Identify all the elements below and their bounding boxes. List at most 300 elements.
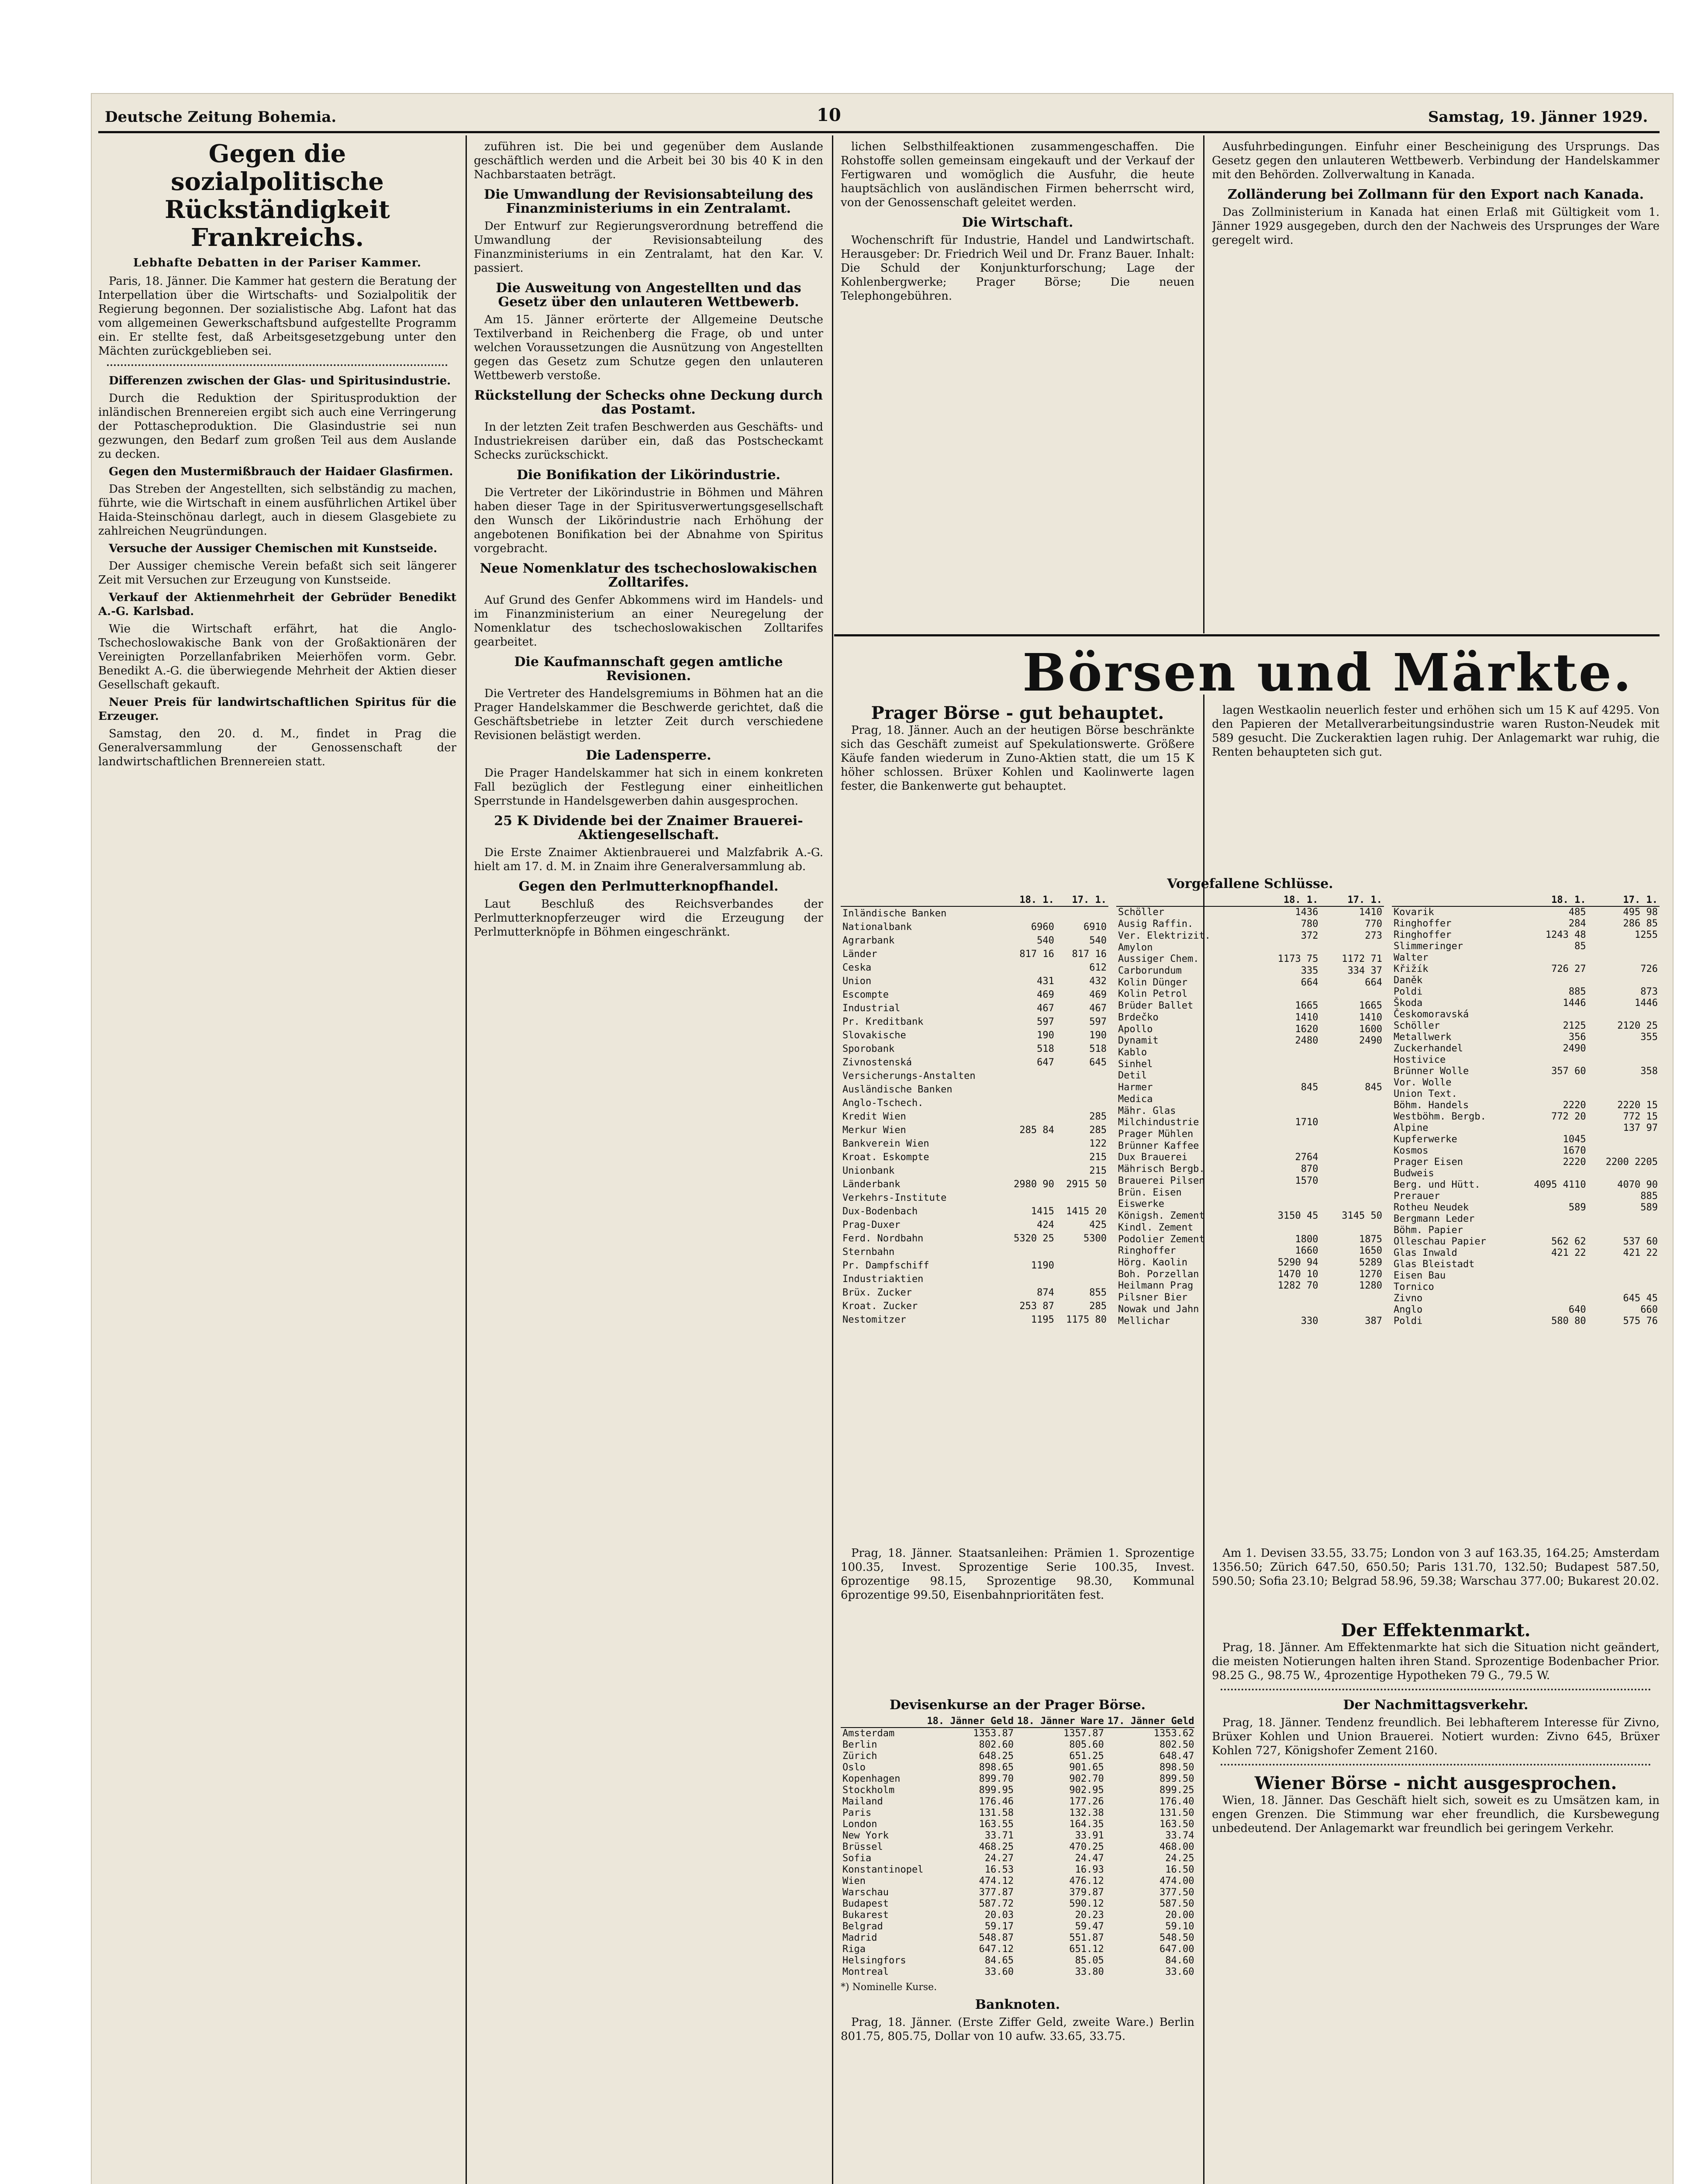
row-value <box>1320 1187 1384 1199</box>
row-label: Schöller <box>1118 907 1164 918</box>
table-row <box>841 988 1108 1002</box>
row-value <box>1588 952 1660 964</box>
section-body: lichen Selbsthilfeaktionen zusammengeschaffen. Die Rohstoffe sollen gemeinsam eingekauft und der Verkauf der Fertigwaren und womöglich die Ausfuhr, die heute hauptsächlich von ausländischen Firmen beherrscht wird, von der Genossenschaft geleitet werden. <box>841 140 1194 209</box>
row-value: 421 22 <box>1623 1248 1658 1258</box>
table-row <box>1116 1058 1384 1070</box>
row-value: 902.70 <box>1069 1773 1104 1784</box>
row-label: Dynamit <box>1118 1035 1159 1047</box>
table-row <box>1392 1225 1660 1236</box>
row-value: 474.00 <box>1159 1876 1194 1887</box>
row-label: New York <box>842 1830 889 1841</box>
row-value: 285 84 <box>1019 1124 1054 1136</box>
row-value: 562 62 <box>1551 1236 1586 1247</box>
row-label: Paris <box>842 1807 872 1818</box>
row-value: 1446 <box>1635 998 1658 1009</box>
table-row <box>1392 1236 1660 1248</box>
row-label: Dux-Bodenbach <box>842 1206 918 1217</box>
row-value: 648.47 <box>1159 1751 1194 1762</box>
row-label: Kupferwerke <box>1394 1134 1457 1145</box>
row-value: 1650 <box>1359 1245 1382 1257</box>
row-label: Mähr. Glas <box>1118 1105 1176 1116</box>
row-value <box>1588 1225 1660 1236</box>
table-row <box>1116 1315 1384 1327</box>
row-value: 355 <box>1640 1032 1658 1043</box>
row-label: Verkehrs-Institute <box>842 1192 947 1204</box>
row-value: 640 <box>1568 1304 1586 1315</box>
row-label: Milchindustrie <box>1118 1117 1199 1128</box>
table-header-cell: 17. 1. <box>1056 895 1108 906</box>
row-value: 176.46 <box>979 1796 1014 1807</box>
issue-date: Samstag, 19. Jänner 1929. <box>1428 108 1648 126</box>
row-value: 645 45 <box>1623 1293 1658 1304</box>
row-label: Alpine <box>1394 1123 1429 1133</box>
row-label: Königsh. Zement <box>1118 1210 1205 1222</box>
row-label: Tornico <box>1394 1282 1434 1292</box>
row-value: 1175 80 <box>1066 1314 1107 1326</box>
row-value: 1570 <box>1295 1175 1318 1186</box>
table-row <box>1116 1140 1384 1152</box>
table-row <box>1116 930 1384 942</box>
table-header-cell: 18. 1. <box>1004 895 1056 906</box>
header-rule <box>98 131 1660 133</box>
row-value: 20.23 <box>1075 1910 1104 1921</box>
row-label: Ver. Elektrizit. <box>1118 930 1211 941</box>
row-value: 122 <box>1089 1138 1107 1149</box>
row-label: Ausländische Banken <box>842 1084 952 1095</box>
row-value: 215 <box>1089 1165 1107 1176</box>
section-title: Versuche der Aussiger Chemischen mit Kunstseide. <box>109 542 438 555</box>
row-value: 4070 90 <box>1617 1179 1658 1190</box>
table-row <box>1392 1248 1660 1259</box>
row-label: Nationalbank <box>842 921 912 933</box>
row-value <box>1516 1282 1587 1293</box>
row-value: 2220 <box>1563 1100 1586 1111</box>
table-row <box>841 1819 1194 1830</box>
trades-section <box>841 874 1660 1538</box>
row-value <box>1516 975 1587 986</box>
row-label: Unionbank <box>842 1165 895 1176</box>
row-label: Zuckerhandel <box>1394 1043 1463 1054</box>
row-value <box>1256 1187 1320 1199</box>
row-label: Brüssel <box>842 1842 883 1852</box>
row-value: 177.26 <box>1069 1796 1104 1807</box>
row-value: 2125 <box>1563 1020 1586 1031</box>
section-title: Die Bonifikation der Likörindustrie. <box>517 467 780 483</box>
row-value: 1282 70 <box>1277 1280 1318 1292</box>
row-value: 24.27 <box>984 1853 1014 1864</box>
row-value: 84.65 <box>984 1955 1014 1966</box>
row-label: Apollo <box>1118 1023 1153 1035</box>
trades-table <box>1116 895 1384 1327</box>
row-value: 85.05 <box>1075 1955 1104 1966</box>
row-label: Budapest <box>842 1898 889 1909</box>
row-value: 873 <box>1640 986 1658 997</box>
section-body: In der letzten Zeit trafen Beschwerden aus Geschäfts- und Industriekreisen darüber ein, daß das Postscheckamt Schecks zurückschickt. <box>474 421 823 462</box>
row-value <box>1256 1140 1320 1152</box>
table-row <box>1392 1100 1660 1111</box>
row-value <box>1588 1043 1660 1054</box>
row-value <box>1516 1054 1587 1066</box>
article-subhead: Lebhafte Debatten in der Pariser Kammer. <box>133 256 422 270</box>
table-row <box>1392 1020 1660 1032</box>
trades-table <box>841 895 1108 1327</box>
table-row <box>841 1864 1194 1876</box>
table-row <box>1392 1032 1660 1043</box>
row-label: Sternbahn <box>842 1247 895 1258</box>
row-value <box>1516 1077 1587 1089</box>
fx-section <box>841 1695 1194 2184</box>
table-row <box>841 975 1108 988</box>
row-value <box>1516 1259 1587 1270</box>
table-row <box>841 1773 1194 1785</box>
table-row <box>1392 1066 1660 1077</box>
row-label: Mellichar <box>1118 1315 1170 1327</box>
row-value <box>1588 1077 1660 1089</box>
row-label: Westböhm. Bergb. <box>1394 1111 1486 1122</box>
row-value <box>1320 1222 1384 1234</box>
row-value: 2220 15 <box>1617 1100 1658 1111</box>
row-label: Kolin Dünger <box>1118 977 1187 988</box>
prague-exchange <box>841 703 1194 869</box>
row-value: 772 20 <box>1551 1111 1586 1122</box>
section-title: Die Umwandlung der Revisionsabteilung des Finanzministeriums in ein Zentralamt. <box>484 187 813 216</box>
table-row <box>1116 1094 1384 1106</box>
row-value: 1470 10 <box>1277 1268 1318 1280</box>
section-body: Der Aussiger chemische Verein befaßt sich seit längerer Zeit mit Versuchen zur Erzeugung von Kunstseide. <box>98 560 456 587</box>
row-label: Böhm. Handels <box>1394 1100 1469 1111</box>
footnote: *) Nominelle Kurse. <box>841 1982 937 1993</box>
row-value: 2490 <box>1359 1035 1382 1047</box>
row-label: Brdečko <box>1118 1012 1159 1023</box>
table-row <box>1116 1292 1384 1304</box>
row-value: 2220 <box>1563 1157 1586 1168</box>
row-label: Glas Inwald <box>1394 1248 1457 1258</box>
row-label: Brüx. Zucker <box>842 1287 912 1299</box>
row-value <box>1056 906 1108 920</box>
row-label: Walter <box>1394 952 1429 963</box>
column-rule <box>466 135 467 2184</box>
row-label: Hostivice <box>1394 1054 1446 1065</box>
row-value <box>1056 1246 1108 1259</box>
row-value <box>1516 1191 1587 1202</box>
row-value: 33.71 <box>984 1830 1014 1841</box>
row-label: Vor. Wolle <box>1394 1077 1452 1088</box>
row-label: Prerauer <box>1394 1191 1440 1202</box>
row-value: 421 22 <box>1551 1248 1586 1258</box>
row-value: 1600 <box>1359 1023 1382 1035</box>
table-row <box>1116 906 1384 919</box>
row-value <box>1320 1303 1384 1315</box>
section-title: 25 K Dividende bei der Znaimer Brauerei-Aktiengesellschaft. <box>494 813 803 843</box>
row-value: 468.25 <box>979 1842 1014 1852</box>
table-row <box>841 1910 1194 1921</box>
section-title: Zolländerung bei Zollmann für den Export nach Kanada. <box>1227 187 1644 202</box>
column-4-markets <box>1212 1621 1660 2184</box>
section-body: Am 15. Jänner erörterte der Allgemeine Deutsche Textilverband in Reichenberg die Frage, ob und unter welchen Voraussetzungen die Ausnützung von Angestellten gegen das Gesetz zum Schutze gegen den unlauteren Wettbewerb verstoße. <box>474 313 823 382</box>
row-label: Sporobank <box>842 1043 895 1054</box>
row-value: 1255 <box>1635 930 1658 940</box>
row-value: 1800 <box>1295 1234 1318 1245</box>
row-label: Sinhel <box>1118 1058 1153 1070</box>
row-value <box>1004 1246 1056 1259</box>
row-value <box>1004 1096 1056 1110</box>
row-value: 215 <box>1089 1151 1107 1163</box>
table-row <box>1392 998 1660 1009</box>
separator <box>107 364 448 368</box>
row-value: 467 <box>1089 1002 1107 1014</box>
table-row <box>1116 1047 1384 1059</box>
row-label: Ceska <box>842 962 872 973</box>
row-value: 647.12 <box>979 1944 1014 1955</box>
row-value: 845 <box>1365 1082 1382 1093</box>
row-label: Escompte <box>842 989 889 1000</box>
fx-summary <box>1212 1546 1660 1616</box>
row-label: Oslo <box>842 1762 866 1773</box>
table-row <box>1116 1199 1384 1210</box>
row-value: 589 <box>1640 1202 1658 1213</box>
row-value: 470.25 <box>1069 1842 1104 1852</box>
table-row <box>1392 1145 1660 1157</box>
row-value <box>1588 1089 1660 1100</box>
table-row <box>1116 1129 1384 1140</box>
table-row <box>1392 1111 1660 1123</box>
row-value <box>1588 1259 1660 1270</box>
table-header-cell: 18. 1. <box>1256 895 1320 906</box>
row-value: 597 <box>1089 1016 1107 1027</box>
row-value: 817 16 <box>1019 948 1054 960</box>
table-row <box>1392 1202 1660 1213</box>
section-body: Wochenschrift für Industrie, Handel und Landwirtschaft. Herausgeber: Dr. Friedrich Weil und Dr. Franz Bauer. Inhalt: Die Schuld der Konjunkturforschung; Lage der Kohlenbergwerke; Prager Börse; Die neuen Telephongebühren. <box>841 234 1194 303</box>
row-value <box>1320 1175 1384 1187</box>
row-label: Amsterdam <box>842 1728 895 1739</box>
table-row <box>1392 1077 1660 1089</box>
section-title: Differenzen zwischen der Glas- und Spiritusindustrie. <box>109 374 451 387</box>
row-value: 902.95 <box>1069 1785 1104 1796</box>
row-label: Pr. Kreditbank <box>842 1016 924 1027</box>
table-row <box>1392 1191 1660 1202</box>
section-title: Banknoten. <box>975 1997 1060 2012</box>
table-row <box>1392 918 1660 930</box>
row-value <box>1588 1134 1660 1145</box>
row-label: Bergmann Leder <box>1394 1213 1475 1224</box>
table-row <box>1116 965 1384 977</box>
row-value <box>1320 1164 1384 1175</box>
section-title: Prager Börse - gut behauptet. <box>871 703 1164 723</box>
table-row <box>841 1273 1108 1286</box>
row-label: Anglo <box>1394 1304 1423 1315</box>
row-value: 33.80 <box>1075 1966 1104 1977</box>
row-label: Škoda <box>1394 998 1423 1009</box>
row-value: 284 <box>1568 918 1586 929</box>
row-value: 85 <box>1574 941 1586 952</box>
row-value: 379.87 <box>1069 1887 1104 1898</box>
table-row <box>841 1002 1108 1015</box>
row-label: Mährisch Bergb. <box>1118 1164 1205 1175</box>
row-label: Kablo <box>1118 1047 1147 1058</box>
row-value: 33.60 <box>1165 1966 1194 1977</box>
section-body: Prag, 18. Jänner. Am Effektenmarkte hat sich die Situation nicht geändert, die meisten Notierungen halten ihren Stand. Sprozentige Bodenbacher Prior. 98.25 G., 98.75 W., 4prozentige Hypotheken 79 G., 79.5 W. <box>1212 1641 1660 1682</box>
row-value: 5300 <box>1084 1233 1107 1244</box>
row-label: Glas Bleistadt <box>1394 1259 1475 1270</box>
row-value: 59.10 <box>1165 1921 1194 1932</box>
row-value: 335 <box>1301 965 1318 976</box>
row-label: Belgrad <box>842 1921 883 1932</box>
table-row <box>1116 1105 1384 1117</box>
row-value: 540 <box>1089 935 1107 946</box>
table-row <box>841 934 1108 947</box>
table-row <box>1116 1070 1384 1082</box>
row-label: Prag-Duxer <box>842 1220 901 1231</box>
row-value: 845 <box>1301 1082 1318 1093</box>
column-1 <box>98 140 456 2184</box>
row-value: 2480 <box>1295 1035 1318 1047</box>
row-value: 33.74 <box>1165 1830 1194 1841</box>
row-label: Länderbank <box>842 1179 901 1190</box>
table-row <box>841 1785 1194 1796</box>
table-row <box>1392 964 1660 975</box>
row-value: 425 <box>1089 1220 1107 1231</box>
section-body: Durch die Reduktion der Spiritusproduktion der inländischen Brennereien ergibt sich auch eine Verringerung der Pottascheproduktion. Die Glasindustrie sei nun gezwungen, den Bedarf zum großen Teil aus dem Auslande zu decken. <box>98 392 456 461</box>
table-row <box>1392 1304 1660 1316</box>
row-value: 358 <box>1640 1066 1658 1077</box>
table-row <box>841 1898 1194 1910</box>
table-row <box>841 1056 1108 1069</box>
row-value: 580 80 <box>1551 1316 1586 1327</box>
row-value: 2915 50 <box>1066 1179 1107 1190</box>
row-value: 1353.62 <box>1153 1728 1194 1739</box>
row-value <box>1004 1137 1056 1151</box>
table-row <box>1116 1210 1384 1222</box>
row-label: Nestomitzer <box>842 1314 906 1326</box>
row-label: Eisen Bau <box>1394 1270 1446 1281</box>
row-value: 24.47 <box>1075 1853 1104 1864</box>
column-rule <box>1203 135 1204 633</box>
table-row <box>1116 1187 1384 1199</box>
table-row <box>841 1205 1108 1219</box>
row-value: 648.25 <box>979 1751 1014 1762</box>
table-row <box>1392 1179 1660 1191</box>
row-value: 885 <box>1640 1191 1658 1202</box>
row-label: Anglo-Tschech. <box>842 1097 924 1109</box>
row-label: Heilmann Prag <box>1118 1280 1194 1292</box>
row-value: 664 <box>1365 977 1382 988</box>
row-label: Länder <box>842 948 877 960</box>
row-label: Carborundum <box>1118 965 1182 976</box>
row-label: Union Text. <box>1394 1089 1457 1099</box>
table-row <box>1116 942 1384 954</box>
row-value: 802.60 <box>979 1739 1014 1750</box>
row-value: 540 <box>1037 935 1054 946</box>
table-row <box>841 1728 1194 1739</box>
row-label: Harmer <box>1118 1082 1153 1093</box>
row-value: 1173 75 <box>1277 954 1318 965</box>
section-body: Am 1. Devisen 33.55, 33.75; London von 3 auf 163.35, 164.25; Amsterdam 1356.50; Zürich 647.50, 650.50; Paris 131.70, 132.50; Budapest 587.50, 590.50; Sofia 23.10; Belgrad 58.96, 59.38; Warschau 377.00; Bukarest 20.02. <box>1212 1547 1660 1588</box>
section-body: Prag, 18. Jänner. Auch an der heutigen Börse beschränkte sich das Geschäft zumeist auf Spekulationswerte. Größere Käufe fanden wiederum in Zuno-Aktien statt, die um 15 K höher schlossen. Brüxer Kohlen und Kaolinwerte lagen fester, die Bankenwerte gut behauptet. <box>841 724 1194 793</box>
section-body: Ausfuhrbedingungen. Einfuhr einer Bescheinigung des Ursprungs. Das Gesetz gegen den unlauteren Wettbewerb. Verbindung der Handelskammer mit den Behörden. Zollverwaltung in Kanada. <box>1212 140 1660 181</box>
row-value: 597 <box>1037 1016 1054 1027</box>
row-label: Pilsner Bier <box>1118 1292 1187 1303</box>
article-lead: Paris, 18. Jänner. Die Kammer hat gestern die Beratung der Interpellation über die Wirtschafts- und Sozialpolitik der Regierung begonnen. Der sozialistische Abg. Lafont hat das vom allgemeinen Gewerkschaftsbund aufgestellte Programm ein. Er stellte fest, daß Arbeitsgesetzgebung unter den Mächten zurückgeblieben sei. <box>98 275 456 358</box>
row-value: 1353.87 <box>973 1728 1014 1739</box>
row-label: Schöller <box>1394 1020 1440 1031</box>
row-value <box>1056 1273 1108 1286</box>
section-body: Prag, 18. Jänner. Tendenz freundlich. Bei lebhafterem Interesse für Zivno, Brüxer Kohlen und Union Brauerei. Notiert wurden: Zivno 645, Brüxer Kohlen 727, Königshofer Zement 2160. <box>1212 1716 1660 1757</box>
row-value: 548.50 <box>1159 1932 1194 1943</box>
row-value: 3150 45 <box>1277 1210 1318 1222</box>
table-header-cell <box>841 895 1004 906</box>
row-value: 377.50 <box>1159 1887 1194 1898</box>
section-title: Der Nachmittagsverkehr. <box>1343 1697 1529 1713</box>
row-value <box>1004 1069 1056 1083</box>
row-label: Eiswerke <box>1118 1199 1164 1210</box>
section-body: Der Entwurf zur Regierungsverordnung betreffend die Umwandlung der Revisionsabteilung des Finanzministeriums in ein Zentralamt, hat den Kar. V. passiert. <box>474 220 823 275</box>
row-value: 4095 4110 <box>1534 1179 1586 1190</box>
table-row <box>1116 1257 1384 1269</box>
row-value: 587.72 <box>979 1898 1014 1909</box>
trades-table <box>1392 895 1660 1327</box>
row-value <box>1588 1213 1660 1225</box>
section-title: Die Wirtschaft. <box>962 215 1073 230</box>
section-body: zuführen ist. Die bei und gegenüber dem Auslande geschäftlich werden und die Arbeit bei 30 bis 40 K in den Nachbarstaaten beträgt. <box>474 140 823 181</box>
row-label: Bankverein Wien <box>842 1138 929 1149</box>
row-value <box>1588 1282 1660 1293</box>
section-title: Die Ausweitung von Angestellten und das Gesetz über den unlauteren Wettbewerb. <box>496 280 801 310</box>
separator <box>1221 1764 1651 1767</box>
table-row <box>841 1751 1194 1762</box>
table-row <box>1116 977 1384 988</box>
table-row <box>1392 1168 1660 1179</box>
row-value: 805.60 <box>1069 1739 1104 1750</box>
table-row <box>1392 986 1660 998</box>
row-value: 33.60 <box>984 1966 1014 1977</box>
row-value <box>1004 906 1056 920</box>
row-value: 870 <box>1301 1164 1318 1175</box>
table-row <box>841 1842 1194 1853</box>
row-label: Brauerei Pilsen <box>1118 1175 1205 1186</box>
row-label: Kovarik <box>1394 907 1434 918</box>
row-value: 518 <box>1037 1043 1054 1054</box>
row-value <box>1256 1058 1320 1070</box>
row-value: 132.38 <box>1069 1807 1104 1818</box>
row-value: 1665 <box>1359 1000 1382 1012</box>
table-header-cell: 18. Jänner Geld <box>925 1716 1015 1728</box>
row-value: 726 <box>1640 964 1658 975</box>
row-value <box>1256 1199 1320 1210</box>
row-label: Brün. Eisen <box>1118 1187 1182 1198</box>
table-row <box>1116 1245 1384 1257</box>
row-value: 645 <box>1089 1057 1107 1068</box>
section-body: Auf Grund des Genfer Abkommens wird im Handels- und im Finanzministerium an einer Neuregelung der Nomenklatur des tschechoslowakischen Zolltarifes gearbeitet. <box>474 594 823 649</box>
row-value <box>1056 1083 1108 1096</box>
row-value: 548.87 <box>979 1932 1014 1943</box>
section-body: Die Vertreter des Handelsgremiums in Böhmen hat an die Prager Handelskammer die Beschwerde gerichtet, daß die Geschäftsbetriebe in letzter Zeit durch verschiedene Revisionen belästigt werden. <box>474 687 823 742</box>
row-value <box>1004 961 1056 975</box>
row-label: Dux Brauerei <box>1118 1152 1187 1163</box>
markets-banner: Börsen und Märkte. <box>1022 642 1633 703</box>
row-value: 163.55 <box>979 1819 1014 1830</box>
row-value: 589 <box>1568 1202 1586 1213</box>
row-value: 432 <box>1089 975 1107 987</box>
row-label: Metallwerk <box>1394 1032 1452 1043</box>
row-label: Poldi <box>1394 1316 1423 1327</box>
row-label: Ringhoffer <box>1394 918 1452 929</box>
row-value: 1190 <box>1031 1260 1054 1272</box>
table-row <box>1116 1152 1384 1164</box>
row-label: Českomoravská <box>1394 1009 1469 1020</box>
table-row <box>1392 1123 1660 1134</box>
row-value: 474.12 <box>979 1876 1014 1887</box>
row-value: 16.50 <box>1165 1864 1194 1875</box>
